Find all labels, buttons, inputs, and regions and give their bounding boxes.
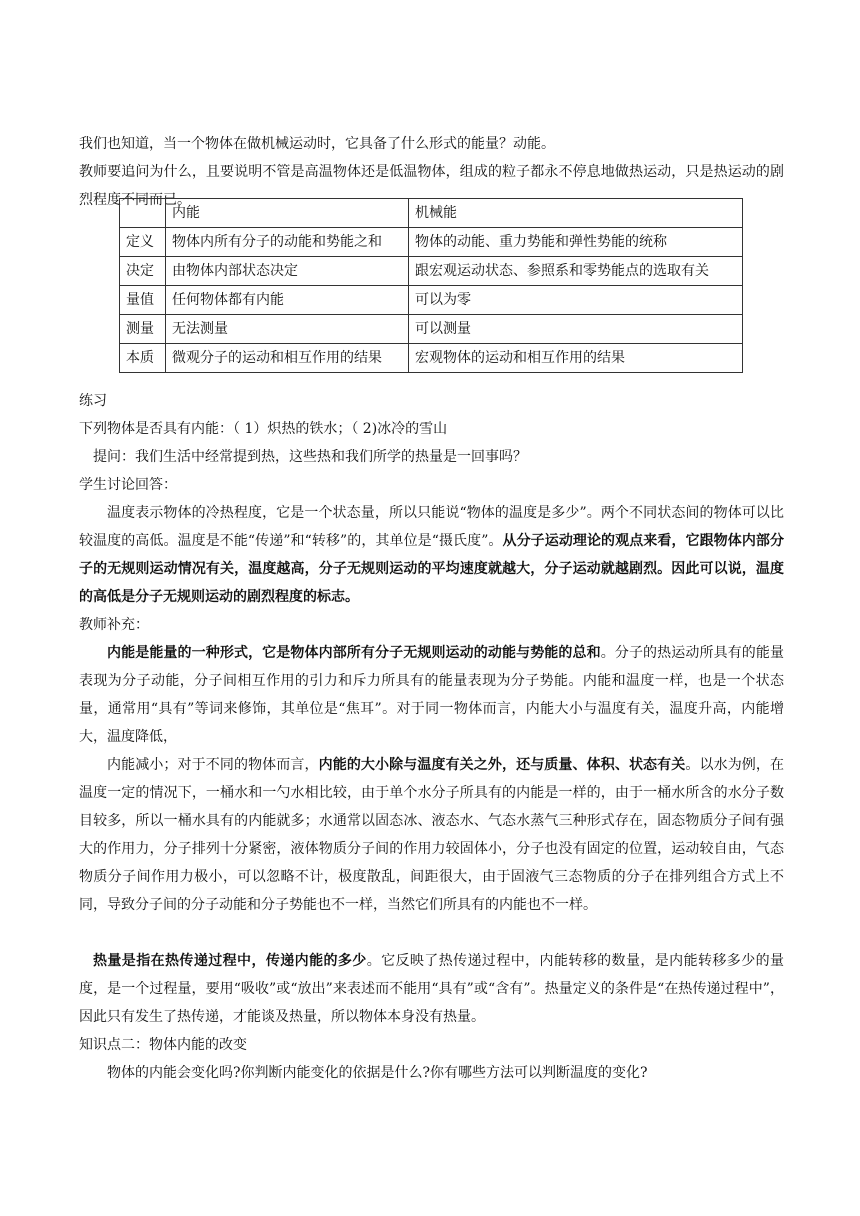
table-row-label: 本质 xyxy=(120,344,166,373)
table-row xyxy=(120,228,743,257)
table-cell: 无法测量 xyxy=(166,315,409,344)
table-row xyxy=(120,286,743,315)
table-cell: 微观分子的运动和相互作用的结果 xyxy=(166,344,409,373)
temperature-bold-text: 从分子运动理论的观点来看，它跟物体内部分子的无规则运动情况有关，温度越高，分子无规则运动的平均速度就越大，分子运动就越剧烈。因此可以说，温度的高低是分子无规则运动的剧烈程度的标志。 xyxy=(79,533,784,605)
teacher-supplement-label: 教师补充： xyxy=(79,617,149,633)
table-row-label: 定义 xyxy=(120,228,166,257)
internal-energy-text-2b: 。以水为例，在温度一定的情况下，一桶水和一勺水相比较，由于单个水分子所具有的内能是一样的，由于一桶水所含的水分子数目较多，所以一桶水具有的内能就多；水通常以固态冰、液态水、气态水蒸气三种形式存在，固态物质分子间有强大的作用力，分子排列十分紧密，液体物质分子间的作用力较固体小，分子也没有固定的位置，运动较自由，气态物质分子间作用力极小，可以忽略不计，极度散乱，间距很大，由于固液气三态物质的分子在排列组合方式上不同，导致分子间的分子动能和分子势能也不一样，当然它们所具有的内能也不一样。 xyxy=(79,757,785,913)
table-cell: 由物体内部状态决定 xyxy=(166,257,409,286)
internal-energy-factors: 内能的大小除与温度有关之外，还与质量、体积、状态有关 xyxy=(318,757,686,773)
heat-paragraph xyxy=(79,947,784,1031)
table-row xyxy=(120,257,743,286)
table-cell: 宏观物体的运动和相互作用的结果 xyxy=(409,344,743,373)
internal-energy-text: 。分子的热运动所具有的能量表现为分子动能，分子间相互作用的引力和斥力所具有的能量表现为分子势能。内能和温度一样，也是一个状态量，通常用“具有”等词来修饰，其单位是“焦耳”。对于同一物体而言，内能大小与温度有关，温度升高，内能增大，温度降低， xyxy=(79,645,785,745)
table-cell: 可以测量 xyxy=(409,315,743,344)
table-row-label: 决定 xyxy=(120,257,166,286)
internal-energy-paragraph xyxy=(79,639,784,751)
table-row xyxy=(120,315,743,344)
temperature-paragraph xyxy=(79,499,784,611)
teacher-question: 提问：我们生活中经常提到热，这些热和我们所学的热量是一回事吗？ xyxy=(93,449,527,465)
temperature-text: 温度表示物体的冷热程度，它是一个状态量，所以只能说“物体的温度是多少”。两个不同状态间的物体可以比较温度的高低。温度是不能“传递”和“转移”的，其单位是“摄氏度”。 xyxy=(79,505,784,549)
table-header-row xyxy=(120,199,743,228)
table-header-cell: 内能 xyxy=(166,199,409,228)
intro-line-1: 我们也知道，当一个物体在做机械运动时，它具备了什么形式的能量？动能。 xyxy=(79,136,555,152)
knowledge-point-heading: 知识点二：物体内能的改变 xyxy=(79,1037,247,1053)
knowledge-point-question: 物体的内能会变化吗?你判断内能变化的依据是什么?你有哪些方法可以判断温度的变化? xyxy=(107,1065,648,1081)
table-header-cell xyxy=(120,199,166,228)
table-row-label: 量值 xyxy=(120,286,166,315)
internal-energy-text-2a: 内能减小；对于不同的物体而言， xyxy=(107,757,319,773)
practice-heading: 练习 xyxy=(79,393,107,409)
document-page xyxy=(79,0,784,1216)
table-row-label: 测量 xyxy=(120,315,166,344)
table-cell: 跟宏观运动状态、参照系和零势能点的选取有关 xyxy=(409,257,743,286)
table-header-cell: 机械能 xyxy=(409,199,743,228)
heat-definition: 热量是指在热传递过程中，传递内能的多少 xyxy=(93,953,367,969)
table-row xyxy=(120,344,743,373)
table-cell: 物体的动能、重力势能和弹性势能的统称 xyxy=(409,228,743,257)
table-cell: 任何物体都有内能 xyxy=(166,286,409,315)
heat-text: 。它反映了热传递过程中，内能转移的数量，是内能转移多少的量度，是一个过程量，要用“吸收”或“放出”来表述而不能用“具有”或“含有”。热量定义的条件是“在热传递过程中”，因此只有发生了热传递，才能谈及热量，所以物体本身没有热量。 xyxy=(79,953,785,1025)
internal-energy-definition: 内能是能量的一种形式，它是物体内部所有分子无规则运动的动能与势能的总和 xyxy=(107,645,601,661)
internal-energy-paragraph-2 xyxy=(79,751,784,919)
table-cell: 物体内所有分子的动能和势能之和 xyxy=(166,228,409,257)
table-cell: 可以为零 xyxy=(409,286,743,315)
comparison-table xyxy=(119,198,743,373)
practice-question: 下列物体是否具有内能：（ 1）炽热的铁水；（ 2)冰冷的雪山 xyxy=(79,421,448,437)
intro-line-2: 教师要追问为什么，且要说明不管是高温物体还是低温物体，组成的粒子都永不停息地做热运动，只是热运动的剧烈程度不同而已。 xyxy=(79,164,784,208)
discussion-label: 学生讨论回答： xyxy=(79,477,177,493)
